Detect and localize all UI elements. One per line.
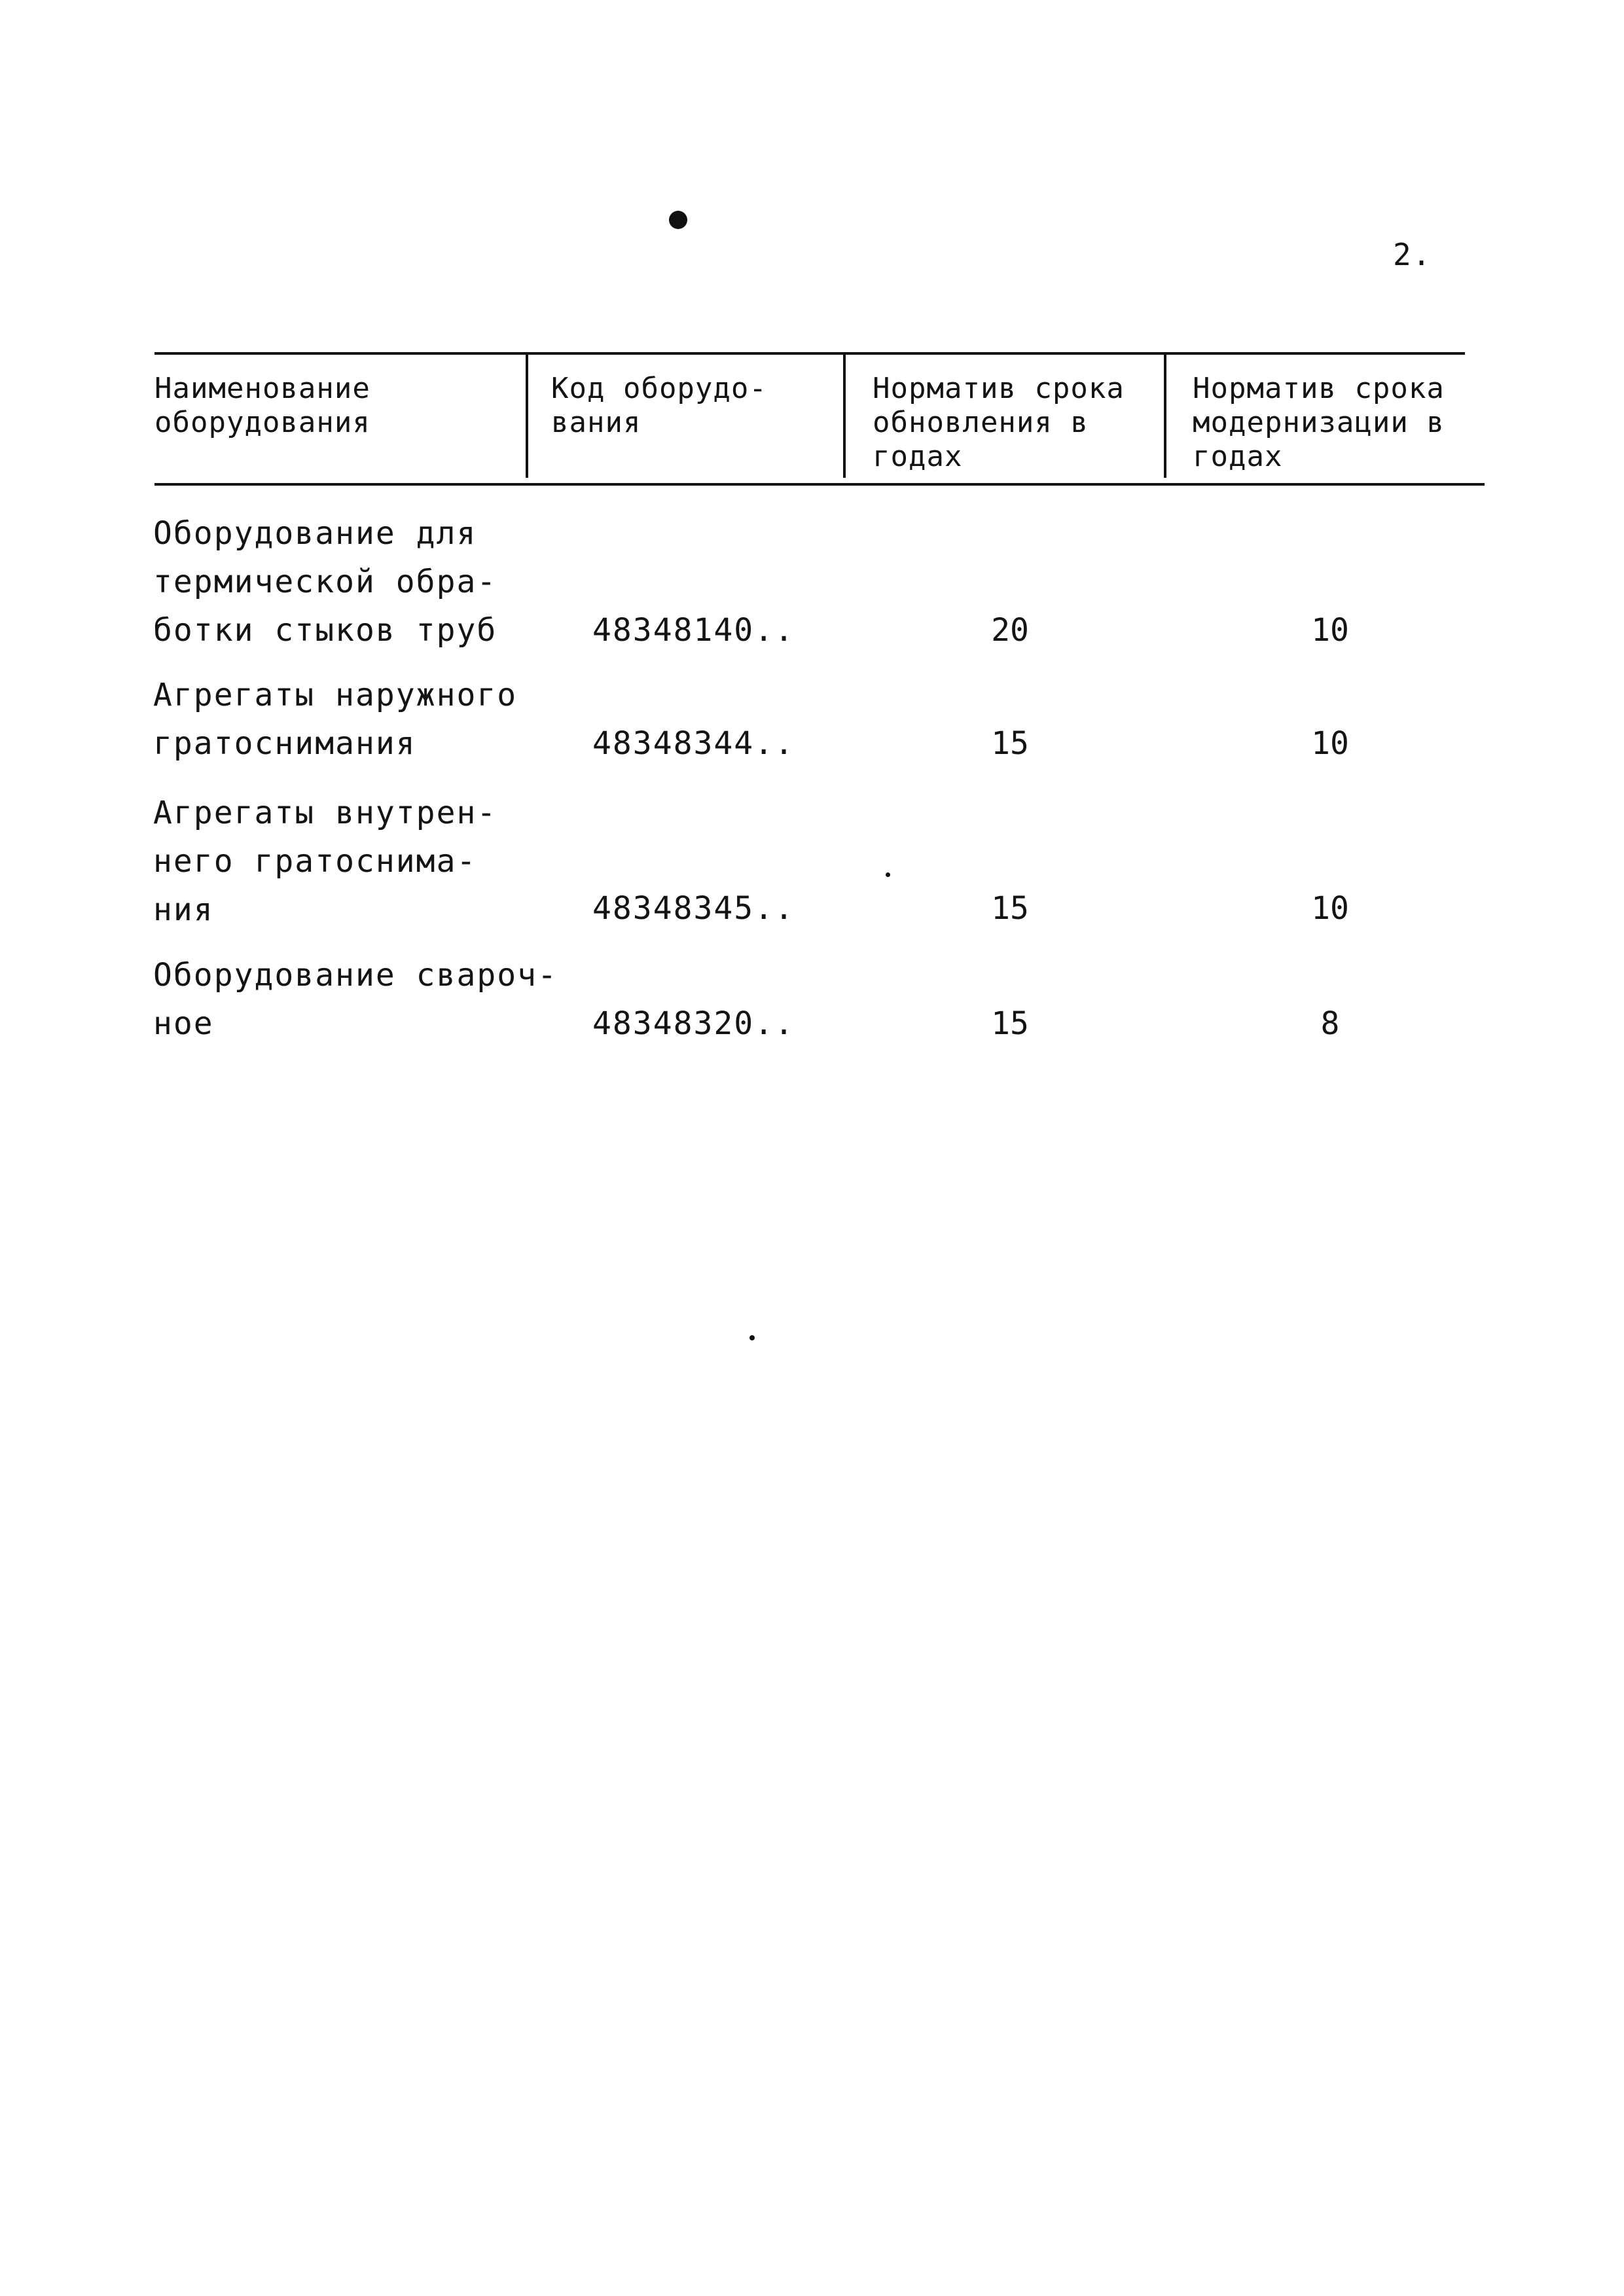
table-row-name: Оборудование для термической обра- ботки стыков труб <box>153 515 497 649</box>
table-top-rule <box>154 352 1465 355</box>
table-row-renewal: 15 <box>991 725 1029 762</box>
header-column-separator <box>1164 353 1166 478</box>
table-row-code: 48348140.. <box>592 612 795 649</box>
header-equipment-code: Код оборудо- вания <box>551 372 767 439</box>
table-row-modernization: 8 <box>1320 1005 1340 1042</box>
table-row-renewal: 15 <box>991 890 1029 927</box>
table-row-code: 48348320.. <box>592 1005 795 1042</box>
table-row-modernization: 10 <box>1311 890 1349 927</box>
table-row-renewal: 15 <box>991 1005 1029 1042</box>
header-column-separator <box>526 353 528 478</box>
table-row-name: Агрегаты наружного гратоснимания <box>153 677 518 762</box>
header-renewal-period: Норматив срока обновления в годах <box>873 372 1125 473</box>
header-column-separator <box>843 353 846 478</box>
ink-mark-large <box>669 211 687 229</box>
ink-mark-small <box>886 872 890 877</box>
table-row-code: 48348344.. <box>592 725 795 762</box>
table-row-name: Агрегаты внутрен- него гратоснима- ния <box>153 795 497 928</box>
header-equipment-name: Наименование оборудования <box>154 372 370 439</box>
table-header-bottom-rule <box>154 483 1485 486</box>
table-row-code: 48348345.. <box>592 890 795 927</box>
table-row-name: Оборудование свароч- ное <box>153 957 558 1042</box>
header-modernization-period: Норматив срока модернизации в годах <box>1193 372 1445 473</box>
page-number: 2. <box>1393 237 1432 272</box>
table-row-renewal: 20 <box>991 612 1029 649</box>
table-row-modernization: 10 <box>1311 725 1349 762</box>
ink-mark-small <box>749 1335 755 1340</box>
table-row-modernization: 10 <box>1311 612 1349 649</box>
